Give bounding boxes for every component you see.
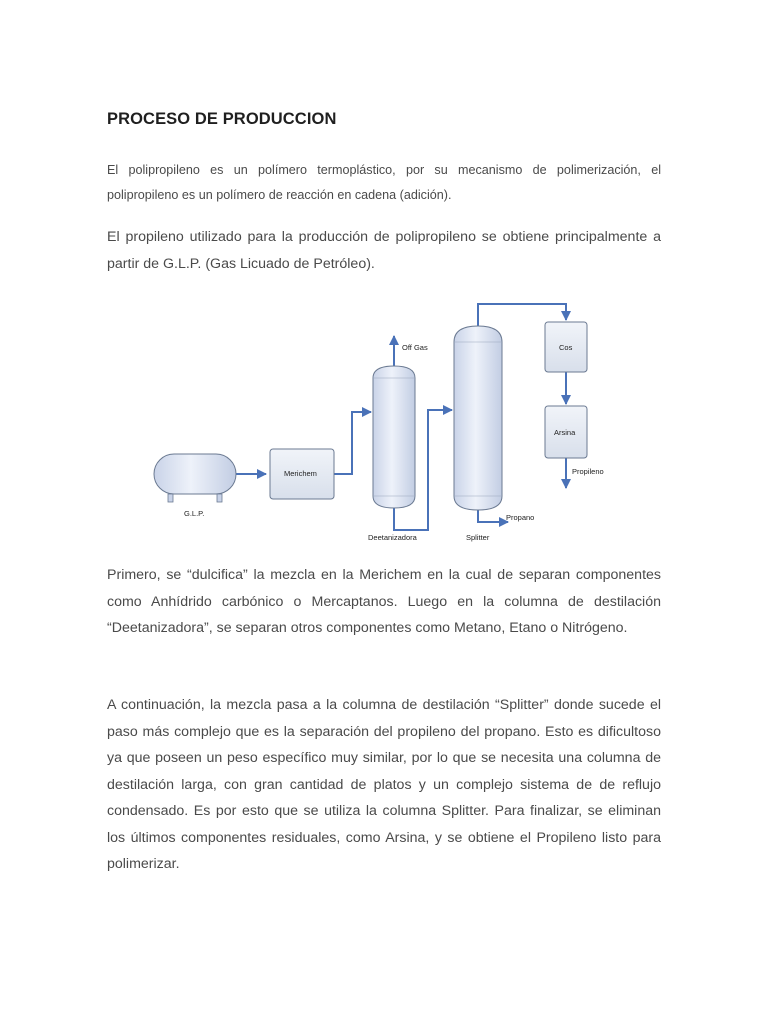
arsina-unit	[545, 406, 587, 458]
paragraph-splitter: A continuación, la mezcla pasa a la columna de destilación “Splitter” donde sucede el paso más complejo que es la separación del propileno del propano. Esto es dificultoso ya que poseen un peso específico muy similar, por lo que se necesita una columna de destilación larga, con gran cantidad de platos y un complejo sistema de de reflujo condensado. Es por esto que se utiliza la columna Splitter. Para finalizar, se eliminan los últimos componentes residuales, como Arsina, y se obtiene el Propileno listo para polimerizar.	[107, 697, 661, 872]
deetanizadora-column	[368, 366, 418, 542]
off-gas-label: Off Gas	[402, 343, 428, 352]
propano-label: Propano	[506, 513, 535, 522]
paragraph-intro: El polipropileno es un polímero termoplástico, por su mecanismo de polimerización, el polipropileno es un polímero de reacción en cadena (adición).	[107, 163, 661, 202]
cos-unit	[545, 322, 587, 372]
arsina-label: Arsina	[554, 428, 576, 437]
propileno-label: Propileno	[572, 467, 604, 476]
page-title: PROCESO DE PRODUCCION	[107, 110, 337, 128]
merichem-unit	[270, 449, 334, 499]
glp-label: G.L.P.	[184, 509, 205, 518]
line-merichem-to-deetanizadora	[334, 412, 371, 474]
deetanizadora-label: Deetanizadora	[368, 533, 417, 542]
line-propano	[478, 510, 508, 522]
process-flow-diagram	[140, 292, 640, 552]
merichem-label: Merichem	[284, 469, 317, 478]
splitter-column	[454, 326, 502, 542]
cos-label: Cos	[559, 343, 573, 352]
paragraph-propileno-source: El propileno utilizado para la producción de polipropileno se obtiene principalmente a partir de G.L.P. (Gas Licuado de Petróleo).	[107, 229, 661, 272]
paragraph-merichem-deetanizadora: Primero, se “dulcifica” la mezcla en la Merichem en la cual de separan componentes como Anhídrido carbónico o Mercaptanos. Luego en la columna de destilación “Deetanizadora”, se separan otros componentes como Metano, Etano o Nitrógeno.	[107, 567, 661, 636]
splitter-label: Splitter	[466, 533, 490, 542]
glp-tank	[154, 454, 236, 518]
